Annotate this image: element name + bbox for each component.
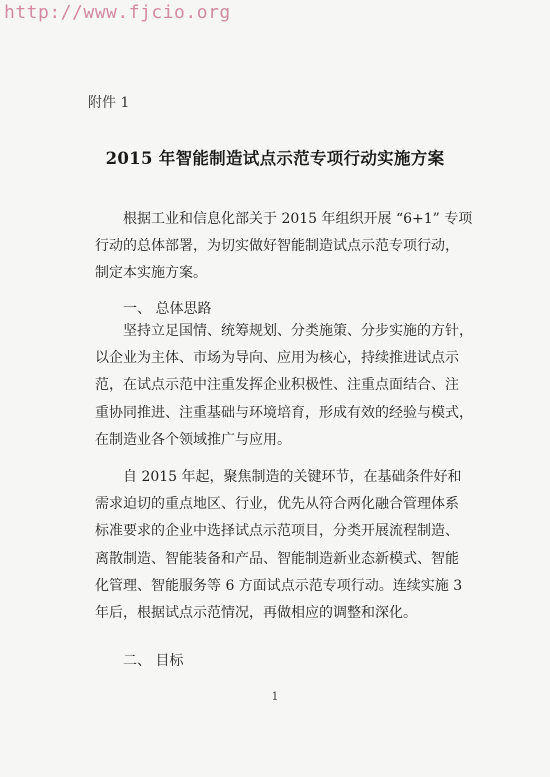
paragraph-line: 年后，根据试点示范情况，再做相应的调整和深化。 <box>95 605 417 622</box>
paragraph-line: 化管理、智能服务等 6 方面试点示范专项行动。连续实施 3 <box>95 577 463 594</box>
paragraph-line: 自 2015 年起，聚焦制造的关键环节，在基础条件好和 <box>123 469 462 485</box>
paragraph-line: 离散制造、智能装备和产品、智能制造新业态新模式、智能 <box>95 550 459 567</box>
overall-approach-paragraph-2 <box>95 464 475 627</box>
paragraph-line: 需求迫切的重点地区、行业，优先从符合两化融合管理体系 <box>95 496 459 513</box>
watermark-url: http://www.fjcio.org <box>4 2 231 23</box>
paragraph-line: 坚持立足国情、统筹规划、分类施策、分步实施的方针， <box>123 323 473 339</box>
intro-paragraph <box>95 206 475 288</box>
section-heading-overall-approach: 一、 总体思路 <box>123 301 212 317</box>
attachment-label: 附件 1 <box>88 95 130 111</box>
intro-line: 制定本实施方案。 <box>95 265 207 282</box>
section-heading-goals: 二、 目标 <box>123 653 184 669</box>
intro-line: 根据工业和信息化部关于 2015 年组织开展 “6+1” 专项 <box>123 211 473 227</box>
paragraph-line: 在制造业各个领域推广与应用。 <box>95 431 291 448</box>
overall-approach-paragraph-1 <box>95 318 475 454</box>
document-title: 2015 年智能制造试点示范专项行动实施方案 <box>105 149 445 168</box>
page-number: 1 <box>271 690 279 703</box>
intro-line: 行动的总体部署，为切实做好智能制造试点示范专项行动， <box>95 238 459 255</box>
paragraph-line: 范，在试点示范中注重发挥企业积极性、注重点面结合、注 <box>95 377 459 394</box>
paragraph-line: 以企业为主体、市场为导向、应用为核心，持续推进试点示 <box>95 350 459 367</box>
paragraph-line: 重协同推进、注重基础与环境培育，形成有效的经验与模式， <box>95 404 473 421</box>
paragraph-line: 标准要求的企业中选择试点示范项目，分类开展流程制造、 <box>95 523 459 540</box>
